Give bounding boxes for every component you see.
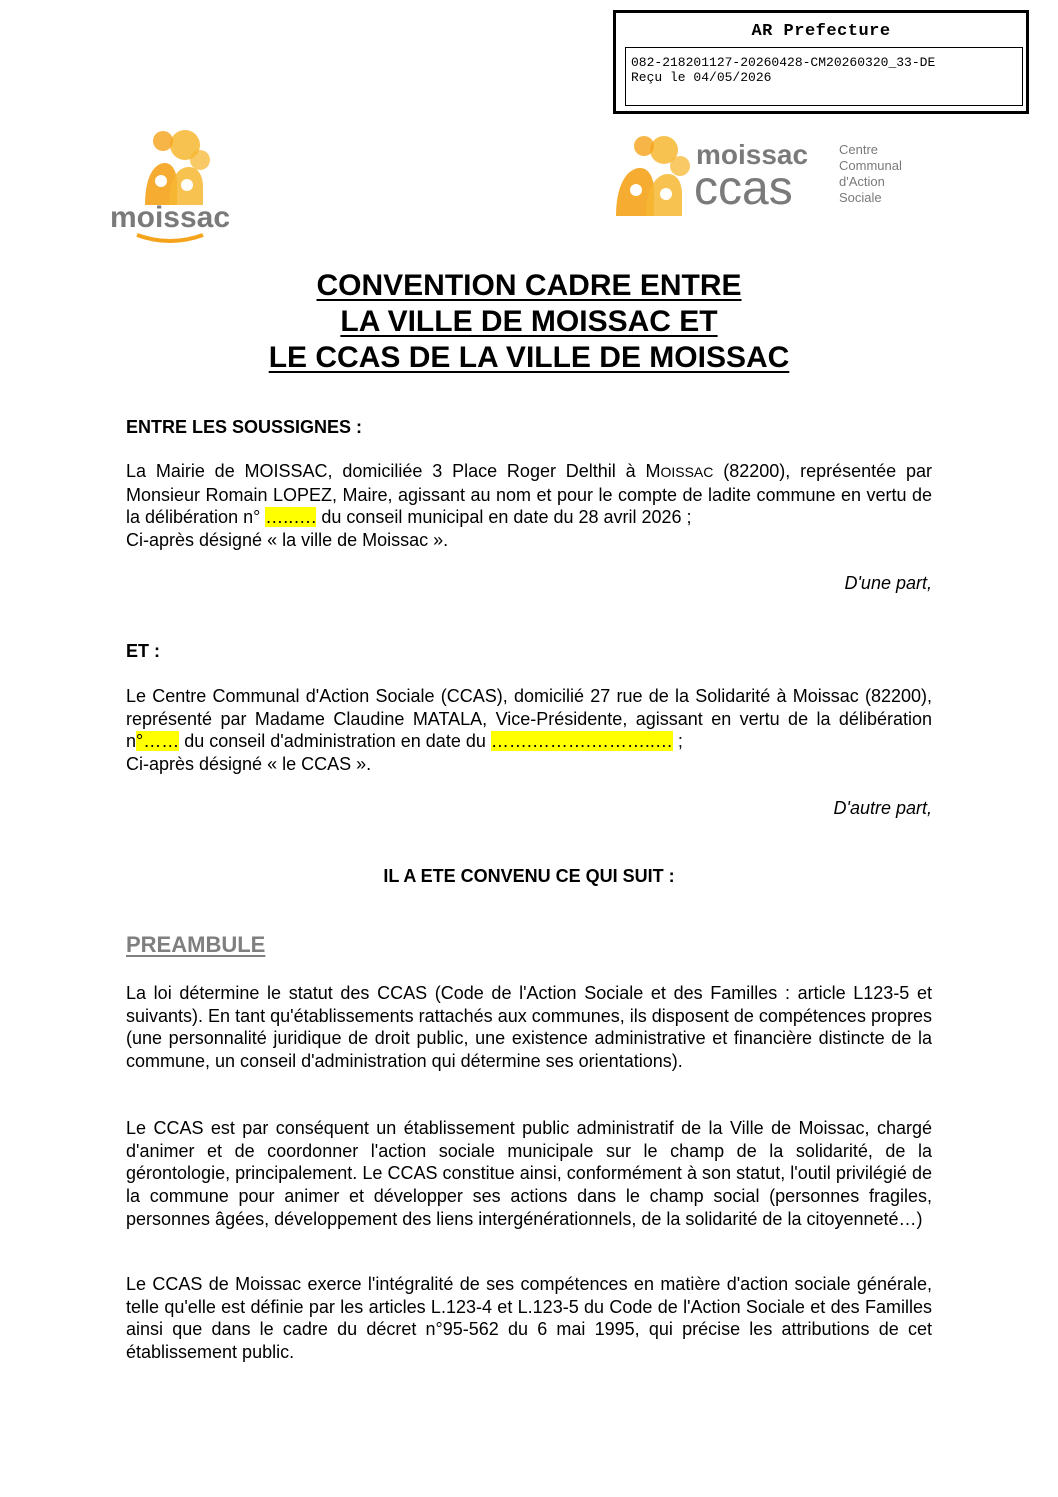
stamp-title: AR Prefecture	[751, 22, 891, 41]
preamble-paragraph-2: Le CCAS est par conséquent un établissement public administratif de la Ville de Moissac, chargé d'animer et de coordonner l'action sociale municipale sur le champ de la solidarité, de la gérontologie, principalement. Le CCAS constitue ainsi, conformément à son statut, l'outil privilégié de la commune pour animer et développer ses actions dans le champ social (personnes fragiles, personnes âgées, développement des liens intergénérationnels, de la solidarité de la citoyenneté…)	[126, 1118, 932, 1229]
ccas-tag-3: d'Action	[839, 174, 885, 189]
preamble-heading: PREAMBULE	[126, 932, 266, 957]
moissac-smallcaps: OISSAC	[660, 464, 714, 480]
between-paragraph: La Mairie de MOISSAC, domiciliée 3 Place Roger Delthil à MOISSAC (82200), représentée par Monsieur Romain LOPEZ, Maire, agissant au nom et pour le compte de ladite commune en vertu de la délibération n° …..…. du conseil municipal en date du 28 avril 2026 ; Ci-après désigné « la ville de Moissac ».	[126, 461, 932, 551]
document-title	[0, 268, 1058, 376]
stamp-details	[625, 47, 1023, 106]
title-line-2: LA VILLE DE MOISSAC ET	[340, 305, 718, 338]
ccas-deliberation-date-blank: …….……….………..…	[490, 731, 673, 752]
deliberation-number-blank: …..….	[265, 507, 317, 528]
ccas-logo-mark	[616, 136, 690, 216]
ccas-designation: Ci-après désigné « le CCAS ».	[126, 754, 372, 775]
second-party-label: D'autre part,	[833, 798, 932, 818]
ccas-logo-ccas: ccas	[694, 162, 793, 215]
ccas-logo-brand: moissac	[696, 139, 809, 170]
between-heading: ENTRE LES SOUSSIGNES :	[126, 417, 363, 437]
prefecture-stamp	[613, 10, 1029, 114]
moissac-logo-mark	[145, 130, 210, 205]
ccas-tag-4: Sociale	[839, 190, 882, 205]
stamp-received: Reçu le 04/05/2026	[631, 70, 772, 85]
moissac-logo	[97, 125, 243, 245]
stamp-reference: 082-218201127-20260428-CM20260320_33-DE	[631, 55, 936, 70]
moissac-logo-text: moissac	[109, 201, 231, 234]
and-paragraph: Le Centre Communal d'Action Sociale (CCAS), domicilié 27 rue de la Solidarité à Moissac (82200), représenté par Madame Claudine MATALA, Vice-Présidente, agissant en vertu de la délibération n°…… du conseil d'administration en date du …….……….………..… ; Ci-après désigné « le CCAS ».	[126, 686, 932, 775]
ccas-tag-1: Centre	[839, 142, 879, 157]
agreement-heading: IL A ETE CONVENU CE QUI SUIT :	[383, 866, 675, 886]
title-line-3: LE CCAS DE LA VILLE DE MOISSAC	[268, 341, 790, 374]
ccas-deliberation-number-blank: °……	[136, 731, 180, 752]
ccas-logo	[608, 128, 918, 223]
first-party-label: D'une part,	[844, 573, 932, 593]
preamble-paragraph-1: La loi détermine le statut des CCAS (Code de l'Action Sociale et des Familles : article L123-5 et suivants). En tant qu'établissements rattachés aux communes, ils disposent de compétences propres (une personnalité juridique de droit public, une existence administrative et financière distincte de la commune, un conseil d'administration qui détermine ses orientations).	[126, 983, 932, 1072]
preamble-paragraph-3: Le CCAS de Moissac exerce l'intégralité de ses compétences en matière d'action sociale générale, telle qu'elle est définie par les articles L.123-4 et L.123-5 du Code de l'Action Sociale et des Familles ainsi que dans le cadre du décret n°95-562 du 6 mai 1995, qui précise les attributions de cet établissement public.	[126, 1274, 932, 1363]
title-line-1: CONVENTION CADRE ENTRE	[316, 269, 742, 302]
city-designation: Ci-après désigné « la ville de Moissac ».	[126, 530, 449, 551]
ccas-tag-2: Communal	[839, 158, 902, 173]
and-heading: ET :	[126, 641, 160, 661]
